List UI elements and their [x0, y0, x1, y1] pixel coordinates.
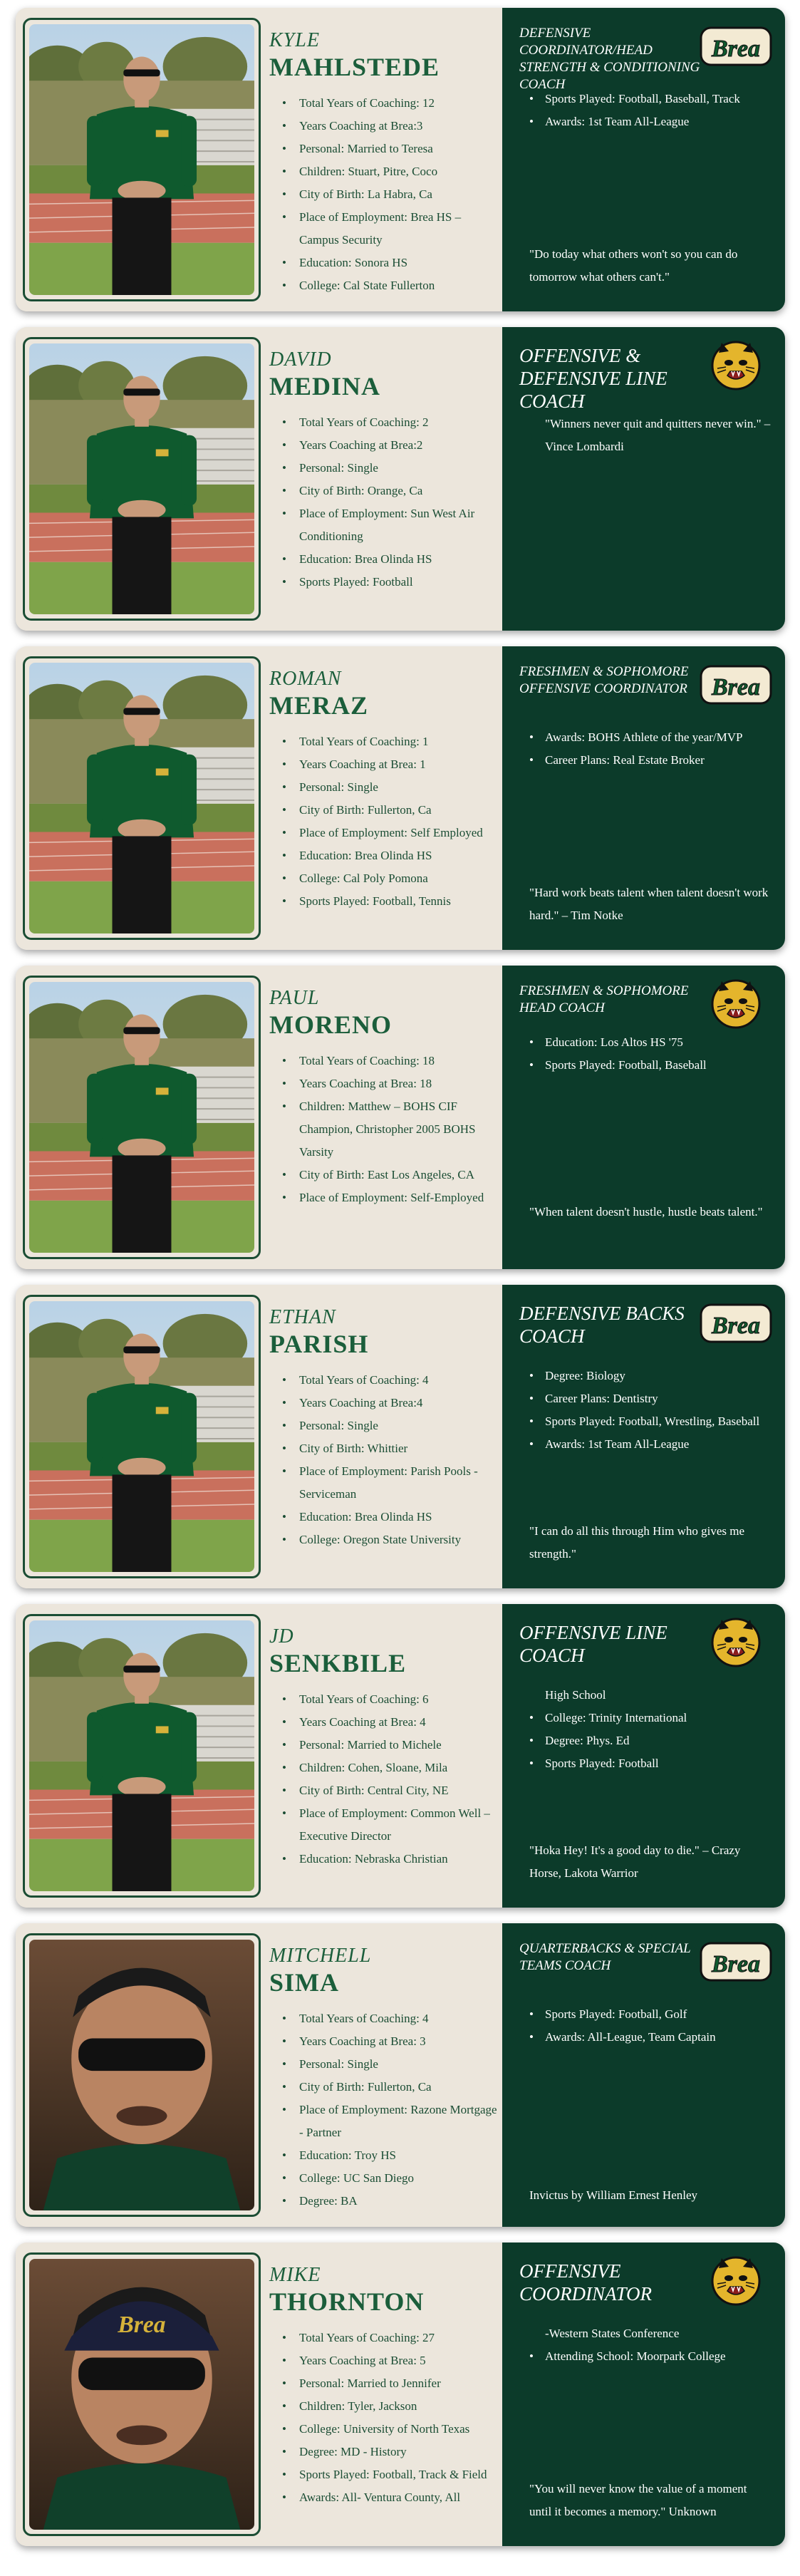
coach-facts-list [272, 2327, 499, 2509]
brea-script-logo [698, 659, 774, 710]
coach-first-name: MIKE [269, 2264, 321, 2286]
fact-item: • Awards: All- Ventura County, All [272, 2486, 499, 2509]
fact-item: • Personal: Married to Michele [272, 1734, 499, 1757]
coach-first-name: DAVID [269, 348, 332, 371]
fact-item: • Total Years of Coaching: 4 [272, 2007, 499, 2030]
fact-item: • College: Cal State Fullerton [272, 274, 499, 297]
fact-item: • Years Coaching at Brea:2 [272, 434, 499, 457]
brea-logo-text: Brea [712, 36, 760, 62]
coach-facts-list [272, 2007, 499, 2213]
fact-item: • Awards: 1st Team All-League [516, 110, 773, 133]
coach-card-medina [16, 327, 785, 631]
wildcat-head-logo [698, 2255, 774, 2307]
coach-role-panel [502, 8, 785, 311]
fact-item: • Children: Stuart, Pitre, Coco [272, 160, 499, 183]
fact-item: • City of Birth: East Los Angeles, CA [272, 1164, 499, 1186]
fact-item: • Sports Played: Football, Wrestling, Baseball [516, 1410, 773, 1433]
fact-item: • Education: Los Altos HS '75 [516, 1031, 773, 1054]
coach-role-title: OFFENSIVE COORDINATOR [519, 2260, 653, 2305]
coach-role-title: OFFENSIVE LINE COACH [519, 1622, 667, 1666]
coach-quote: "Do today what others won't so you can do tomorrow what others can't." [529, 247, 738, 284]
coach-facts-list [272, 1050, 499, 1209]
coach-last-name: SENKBILE [269, 1649, 407, 1677]
coach-first-name: KYLE [269, 29, 320, 51]
fact-item: • College: Trinity International [516, 1707, 773, 1729]
coach-role-panel [502, 646, 785, 950]
fact-item: • Place of Employment: Sun West Air Conditioning [272, 502, 499, 548]
fact-item: • Education: Sonora HS [272, 252, 499, 274]
fact-item: • Education: Brea Olinda HS [272, 844, 499, 867]
coach-quote: "Hoka Hey! It's a good day to die." – Crazy Horse, Lakota Warrior [529, 1843, 741, 1880]
coach-last-name: PARISH [269, 1330, 369, 1358]
fact-item: • Personal: Single [272, 2053, 499, 2076]
coach-bio-panel [16, 1923, 502, 2227]
fact-item: • City of Birth: Orange, Ca [272, 480, 499, 502]
fact-item: • Sports Played: Football, Tennis [272, 890, 499, 913]
fact-item: • Years Coaching at Brea:3 [272, 115, 499, 138]
fact-item: • Sports Played: Football, Baseball, Track [516, 88, 773, 110]
fact-item: • Sports Played: Football, Baseball [516, 1054, 773, 1077]
coach-role-title: DEFENSIVE BACKS COACH [519, 1303, 685, 1347]
brea-script-logo [698, 1936, 774, 1987]
coach-photo-frame [23, 2252, 261, 2536]
coach-photo [29, 1620, 254, 1891]
wildcat-head-logo [698, 1617, 774, 1668]
fact-item: • Place of Employment: Self Employed [272, 822, 499, 844]
coach-right-facts [516, 413, 773, 458]
coach-role-title: DEFENSIVE COORDINATOR/HEAD STRENGTH & CONDITIONING COACH [519, 26, 700, 92]
coach-facts-list [272, 1369, 499, 1551]
fact-item: • Degree: MD - History [272, 2441, 499, 2463]
brea-script-logo [698, 21, 774, 72]
fact-item: • Sports Played: Football [272, 571, 499, 594]
coach-photo-frame [23, 18, 261, 301]
coach-facts-list [272, 1688, 499, 1871]
coach-role-title: OFFENSIVE & DEFENSIVE LINE COACH [519, 345, 667, 412]
coach-first-name: ETHAN [269, 1306, 336, 1328]
coach-card-parish [16, 1285, 785, 1588]
coach-photo [29, 343, 254, 614]
fact-item: • Total Years of Coaching: 27 [272, 2327, 499, 2349]
coach-photo [29, 982, 254, 1253]
coach-role-title: QUARTERBACKS & SPECIAL TEAMS COACH [519, 1941, 691, 1973]
fact-item: • College: Cal Poly Pomona [272, 867, 499, 890]
coach-quote: "I can do all this through Him who gives me strength." [529, 1524, 745, 1561]
fact-item: • Total Years of Coaching: 4 [272, 1369, 499, 1392]
coach-card-mahlstede [16, 8, 785, 311]
fact-item: • College: UC San Diego [272, 2167, 499, 2190]
fact-item: • Place of Employment: Self-Employed [272, 1186, 499, 1209]
coach-bio-panel [16, 966, 502, 1269]
fact-item: • Total Years of Coaching: 1 [272, 730, 499, 753]
fact-item: • Years Coaching at Brea: 18 [272, 1072, 499, 1095]
coach-bio-panel [16, 8, 502, 311]
fact-item: • College: Oregon State University [272, 1528, 499, 1551]
fact-item: • Career Plans: Dentistry [516, 1387, 773, 1410]
coach-photo [29, 663, 254, 933]
fact-item: • College: University of North Texas [272, 2418, 499, 2441]
coach-facts-list [272, 411, 499, 594]
coach-bio-panel [16, 1604, 502, 1908]
coach-last-name: THORNTON [269, 2287, 425, 2316]
coach-photo-frame [23, 1295, 261, 1578]
coach-last-name: SIMA [269, 1968, 340, 1997]
coach-role-title: FRESHMEN & SOPHOMORE HEAD COACH [519, 983, 689, 1015]
cap-logo-text: Brea [118, 2311, 166, 2338]
fact-item: • Awards: All-League, Team Captain [516, 2026, 773, 2049]
fact-item: High School [545, 1688, 606, 1702]
coach-card-sima [16, 1923, 785, 2227]
coach-quote: "Winners never quit and quitters never win." – Vince Lombardi [545, 417, 771, 453]
coach-photo-frame [23, 1614, 261, 1898]
coach-photo-frame [23, 337, 261, 621]
coach-card-meraz [16, 646, 785, 950]
fact-item: • Years Coaching at Brea: 3 [272, 2030, 499, 2053]
coach-photo [29, 24, 254, 295]
fact-item: • City of Birth: Central City, NE [272, 1779, 499, 1802]
coach-quote: "Hard work beats talent when talent doesn't work hard." – Tim Notke [529, 886, 769, 922]
coach-role-panel [502, 327, 785, 631]
fact-item: • Years Coaching at Brea: 1 [272, 753, 499, 776]
fact-item: • Children: Cohen, Sloane, Mila [272, 1757, 499, 1779]
fact-item: • Total Years of Coaching: 2 [272, 411, 499, 434]
coach-last-name: MEDINA [269, 372, 380, 400]
fact-item: • Degree: Biology [516, 1365, 773, 1387]
fact-item: • Sports Played: Football, Track & Field [272, 2463, 499, 2486]
fact-item: • Total Years of Coaching: 6 [272, 1688, 499, 1711]
fact-item: • Place of Employment: Common Well – Executive Director [272, 1802, 499, 1848]
fact-item: • Children: Matthew – BOHS CIF Champion, Christopher 2005 BOHS Varsity [272, 1095, 499, 1164]
coach-photo [29, 2259, 254, 2530]
fact-item: • Education: Brea Olinda HS [272, 1506, 499, 1528]
fact-item: • Years Coaching at Brea: 4 [272, 1711, 499, 1734]
fact-item: • City of Birth: Fullerton, Ca [272, 799, 499, 822]
coach-bio-panel [16, 646, 502, 950]
coach-photo-frame [23, 1933, 261, 2217]
coach-facts-list [272, 92, 499, 297]
coach-role-panel [502, 1604, 785, 1908]
fact-item: • Place of Employment: Brea HS – Campus Security [272, 206, 499, 252]
fact-item: -Western States Conference [545, 2327, 680, 2340]
coach-last-name: MORENO [269, 1010, 392, 1039]
coach-bio-panel [16, 1285, 502, 1588]
fact-item: • City of Birth: Whittier [272, 1437, 499, 1460]
brea-logo-text: Brea [712, 1951, 760, 1977]
coach-last-name: MAHLSTEDE [269, 53, 440, 81]
fact-item: • Personal: Married to Teresa [272, 138, 499, 160]
brea-logo-text: Brea [712, 1313, 760, 1339]
fact-item: • Personal: Single [272, 1414, 499, 1437]
fact-item: • Place of Employment: Parish Pools - Serviceman [272, 1460, 499, 1506]
fact-item: • Awards: BOHS Athlete of the year/MVP [516, 726, 773, 749]
fact-item: • Attending School: Moorpark College [516, 2345, 773, 2368]
coach-first-name: ROMAN [269, 668, 342, 690]
fact-item: • Education: Troy HS [272, 2144, 499, 2167]
brea-logo-text: Brea [712, 674, 760, 700]
fact-item: • City of Birth: La Habra, Ca [272, 183, 499, 206]
fact-item: • Place of Employment: Razone Mortgage - Partner [272, 2099, 499, 2144]
coach-photo-frame [23, 976, 261, 1259]
wildcat-head-logo [698, 978, 774, 1030]
coach-right-facts [516, 2322, 773, 2368]
coach-bio-panel [16, 2243, 502, 2546]
fact-item: • Degree: Phys. Ed [516, 1729, 773, 1752]
fact-item: • Awards: 1st Team All-League [516, 1433, 773, 1456]
fact-item: • Total Years of Coaching: 18 [272, 1050, 499, 1072]
fact-item: • Sports Played: Football [516, 1752, 773, 1775]
fact-item: • Education: Nebraska Christian [272, 1848, 499, 1871]
fact-item: • Years Coaching at Brea: 5 [272, 2349, 499, 2372]
fact-item: • Personal: Single [272, 457, 499, 480]
coach-right-facts [516, 726, 773, 772]
coach-role-panel [502, 966, 785, 1269]
coach-photo [29, 1940, 254, 2210]
coach-first-name: JD [269, 1625, 294, 1647]
coach-photo [29, 1301, 254, 1572]
coach-first-name: PAUL [269, 987, 320, 1009]
fact-item: • City of Birth: Fullerton, Ca [272, 2076, 499, 2099]
fact-item: • Career Plans: Real Estate Broker [516, 749, 773, 772]
coach-role-panel [502, 2243, 785, 2546]
fact-item: • Education: Brea Olinda HS [272, 548, 499, 571]
coach-card-thornton [16, 2243, 785, 2546]
coach-right-facts [516, 1031, 773, 1077]
coach-card-moreno [16, 966, 785, 1269]
coach-card-senkbile [16, 1604, 785, 1908]
coach-last-name: MERAZ [269, 691, 368, 720]
coach-role-panel [502, 1285, 785, 1588]
fact-item: • Personal: Married to Jennifer [272, 2372, 499, 2395]
fact-item: • Personal: Single [272, 776, 499, 799]
fact-item: • Sports Played: Football, Golf [516, 2003, 773, 2026]
coach-facts-list [272, 730, 499, 913]
coach-right-facts [516, 2003, 773, 2049]
coach-photo-frame [23, 656, 261, 940]
fact-item: • Children: Tyler, Jackson [272, 2395, 499, 2418]
wildcat-head-logo [698, 340, 774, 391]
fact-item: • Total Years of Coaching: 12 [272, 92, 499, 115]
coach-quote: "When talent doesn't hustle, hustle beats talent." [529, 1205, 763, 1219]
coach-role-panel [502, 1923, 785, 2227]
coach-first-name: MITCHELL [269, 1945, 372, 1967]
coach-bio-panel [16, 327, 502, 631]
coach-quote: "You will never know the value of a moment until it becomes a memory." Unknown [529, 2482, 747, 2518]
fact-item: • Years Coaching at Brea:4 [272, 1392, 499, 1414]
coach-role-title: FRESHMEN & SOPHOMORE OFFENSIVE COORDINATOR [519, 664, 689, 696]
coach-right-facts [516, 1365, 773, 1456]
fact-item: • Degree: BA [272, 2190, 499, 2213]
coach-right-facts [516, 88, 773, 133]
brea-script-logo [698, 1298, 774, 1349]
coach-right-facts [516, 1684, 773, 1775]
coach-quote: Invictus by William Ernest Henley [529, 2188, 698, 2202]
